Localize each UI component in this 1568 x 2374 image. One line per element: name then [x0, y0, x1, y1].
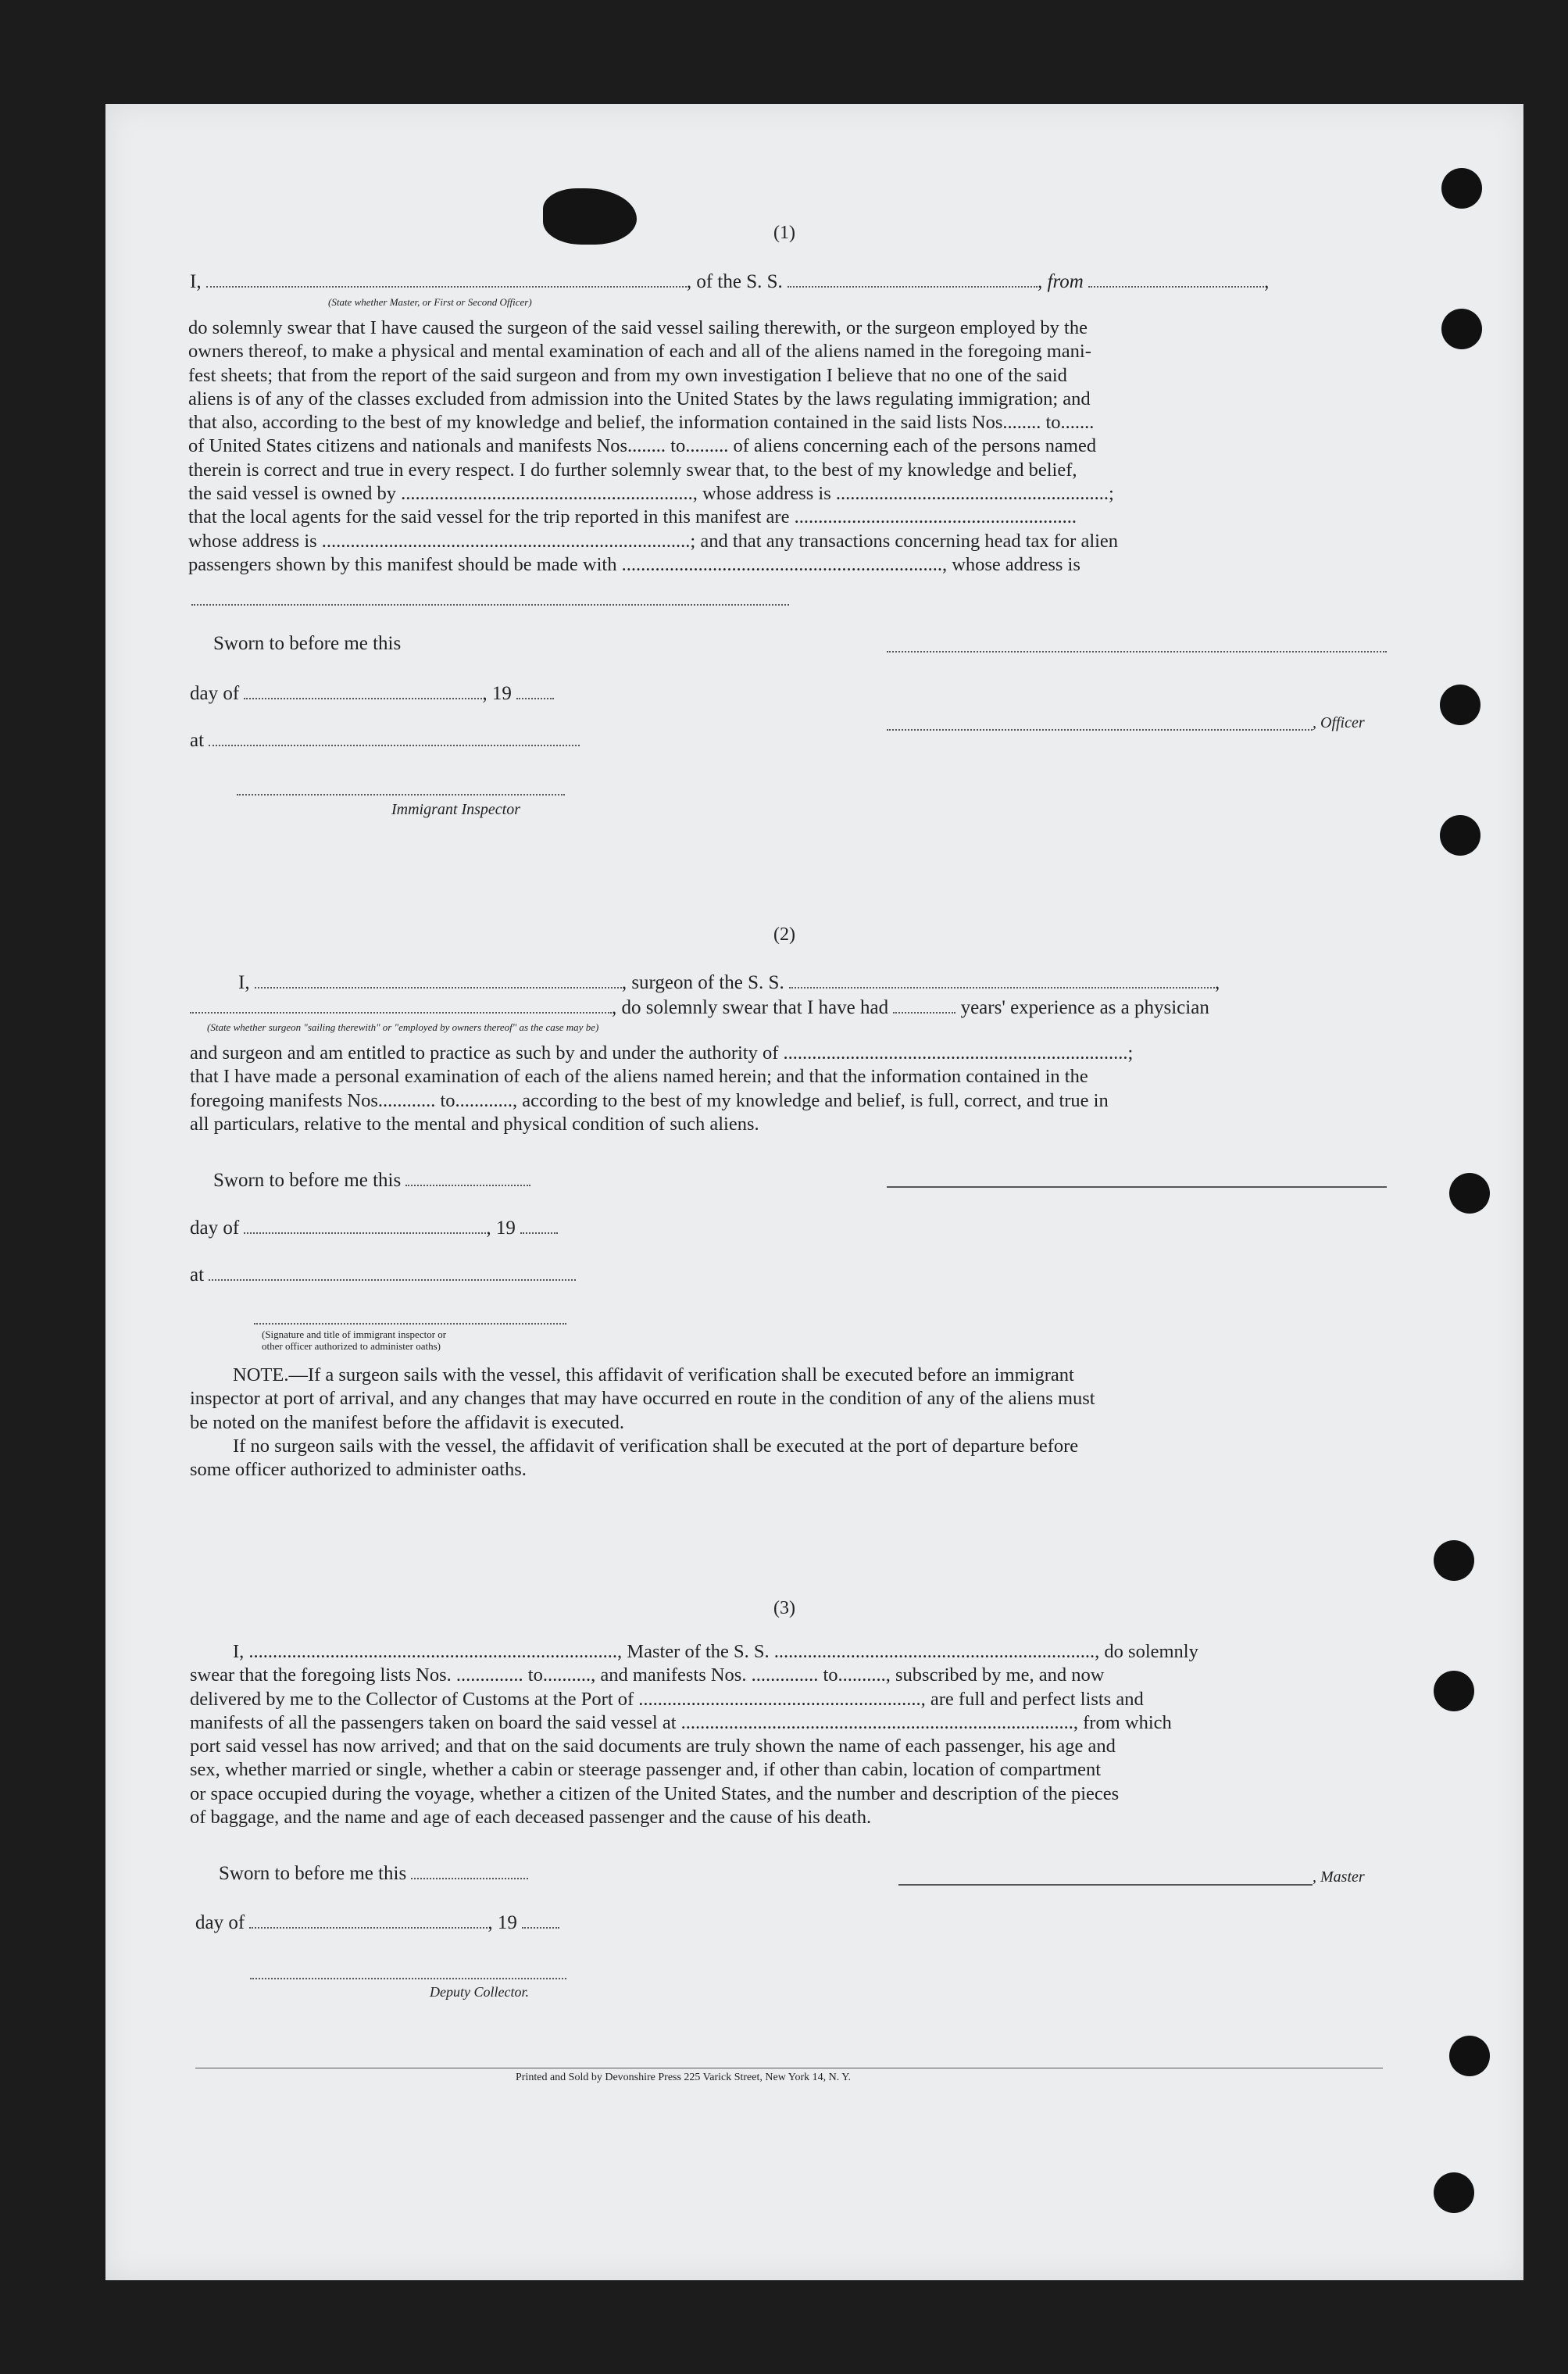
section-1-sworn-label: Sworn to before me this: [213, 633, 402, 654]
punch-hole: [1441, 309, 1482, 349]
punch-hole: [1441, 168, 1482, 209]
section-2-vessel-field[interactable]: [789, 987, 1215, 989]
surgeon-status-field[interactable]: [190, 1012, 612, 1014]
punch-hole: [1440, 685, 1480, 725]
officer-signature-line-2[interactable]: [887, 729, 1313, 731]
section-2-place-field[interactable]: [209, 1279, 576, 1281]
section-1-first-line: I, , of the S. S. , from ,: [190, 271, 1270, 292]
affidavit-note: NOTE.—If a surgeon sails with the vessel, this affidavit of verification shall be executed before an immigrant inspector at port of arrival, and any changes that may have occurred en route in the condition of any of the aliens must be noted on the manifest before the affidavit is executed. If no surgeon sails with the vessel, the affidavit of verification shall be executed at the port of departure before some officer authorized to administer oaths.: [190, 1364, 1095, 1481]
section-1-number: (1): [773, 223, 795, 243]
section-2-number: (2): [773, 924, 795, 945]
inspector-signature-line[interactable]: [237, 794, 565, 796]
section-2-day-field[interactable]: [244, 1232, 486, 1234]
officer-signature-line-1[interactable]: [887, 651, 1387, 652]
section-1-at-line: at: [190, 729, 580, 753]
section-2-signature-line[interactable]: [254, 1323, 566, 1325]
section-3-year-field[interactable]: [522, 1927, 559, 1929]
punch-hole: [1434, 2172, 1474, 2213]
section-2-oath-paragraph: and surgeon and am entitled to practice as such by and under the authority of ........................................................................; that I have made a personal examination of each of the aliens named herein; and that the information contained in the foregoing manifests Nos............ to............, according to the best of my knowledge and belief, is full, correct, and true in all particulars, relative to the mental and physical condition of such aliens.: [190, 1042, 1134, 1135]
punch-hole: [1449, 2036, 1490, 2076]
punch-hole: [1434, 1671, 1474, 1711]
section-2-sworn-line: Sworn to before me this: [213, 1169, 530, 1192]
section-1-rank-caption: (State whether Master, or First or Second Officer): [328, 296, 532, 308]
section-3-day-line: day of , 19: [195, 1911, 559, 1935]
vessel-name-field[interactable]: [788, 286, 1038, 288]
punch-hole: [1440, 815, 1480, 856]
section-2-line-2: , do solemnly swear that I have had years' experience as a physician: [190, 996, 1209, 1020]
section-2-status-caption: (State whether surgeon "sailing therewith" or "employed by owners thereof" as the case may be): [207, 1021, 599, 1033]
section-2-line-1: I, , surgeon of the S. S. ,: [238, 972, 1220, 993]
officer-label: , Officer: [1313, 714, 1365, 731]
section-1-day-line: day of , 19: [190, 682, 554, 706]
section-3-sworn-line: Sworn to before me this: [219, 1862, 528, 1886]
section-3-sworn-field[interactable]: [411, 1878, 528, 1879]
master-label: , Master: [1313, 1868, 1365, 1886]
surgeon-name-field[interactable]: [255, 987, 622, 989]
section-1-day-field[interactable]: [244, 698, 482, 699]
printer-credit: Printed and Sold by Devonshire Press 225 Varick Street, New York 14, N. Y.: [516, 2072, 852, 2083]
section-2-at-line: at: [190, 1264, 576, 1287]
section-3-number: (3): [773, 1598, 795, 1618]
deputy-collector-label: Deputy Collector.: [430, 1984, 529, 2000]
section-2-signature-caption: (Signature and title of immigrant inspector or other officer authorized to administer oaths): [262, 1328, 447, 1352]
section-1-year-field[interactable]: [516, 698, 554, 699]
section-2-year-field[interactable]: [520, 1232, 558, 1234]
immigrant-inspector-label: Immigrant Inspector: [391, 801, 520, 818]
port-from-field[interactable]: [1088, 286, 1264, 288]
section-2-day-line: day of , 19: [190, 1217, 558, 1240]
punch-hole: [1449, 1173, 1490, 1214]
surgeon-signature-line[interactable]: [887, 1186, 1387, 1188]
section-1-oath-paragraph: do solemnly swear that I have caused the surgeon of the said vessel sailing therewith, or the surgeon employed by the owners thereof, to make a physical and mental examination of each and all of the aliens named in the foregoing mani- fest sheets; that from the report of the said surgeon and from my own investigation I believe that no one of the said aliens is of any of the classes excluded from admission into the United States by the laws regulating immigration; and that also, according to the best of my knowledge and belief, the information contained in the said lists Nos........ to....... of United States citizens and nationals and manifests Nos........ to......... of aliens concerning each of the persons named therein is correct and true in every respect. I do further solemnly swear that, to the best of my knowledge and belief, the said vessel is owned by ............................................................., whose address is .........................................................; that the local agents for the said vessel for the trip reported in this manifest are ........................................................... whose address is .............................................................................; and that any transactions concerning head tax for alien passengers shown by this manifest should be made with ..................................................................., whose address is: [188, 317, 1119, 575]
officer-rank-field[interactable]: [206, 286, 687, 288]
manifest-page: [105, 104, 1523, 2280]
section-1-place-field[interactable]: [209, 745, 580, 746]
section-3-oath-paragraph: I, ............................................................................., Master of the S. S. ..................................................................., do solemnly swear that the foregoing lists Nos. .............. to.........., and manifests Nos. .............. to.........., subscribed by me, and now delivered by me to the Collector of Customs at the Port of ..........................................................., are full and perfect lists and manifests of all the passengers taken on board the said vessel at .................................................................................., from which port said vessel has now arrived; and that on the said documents are truly shown the name of each passenger, his age and sex, whether married or single, whether a cabin or steerage passenger and, if other than cabin, location of compartment or space occupied during the voyage, whether a citizen of the United States, and the number and description of the pieces of baggage, and the name and age of each deceased passenger and the cause of his death.: [190, 1641, 1198, 1829]
section-2-sworn-field[interactable]: [405, 1185, 530, 1186]
master-signature-line[interactable]: [898, 1884, 1313, 1886]
address-continuation-line[interactable]: [191, 604, 789, 606]
collector-signature-line[interactable]: [250, 1978, 566, 1979]
section-3-day-field[interactable]: [249, 1927, 488, 1929]
years-experience-field[interactable]: [893, 1012, 955, 1014]
torn-corner: [543, 188, 637, 245]
punch-hole: [1434, 1540, 1474, 1581]
